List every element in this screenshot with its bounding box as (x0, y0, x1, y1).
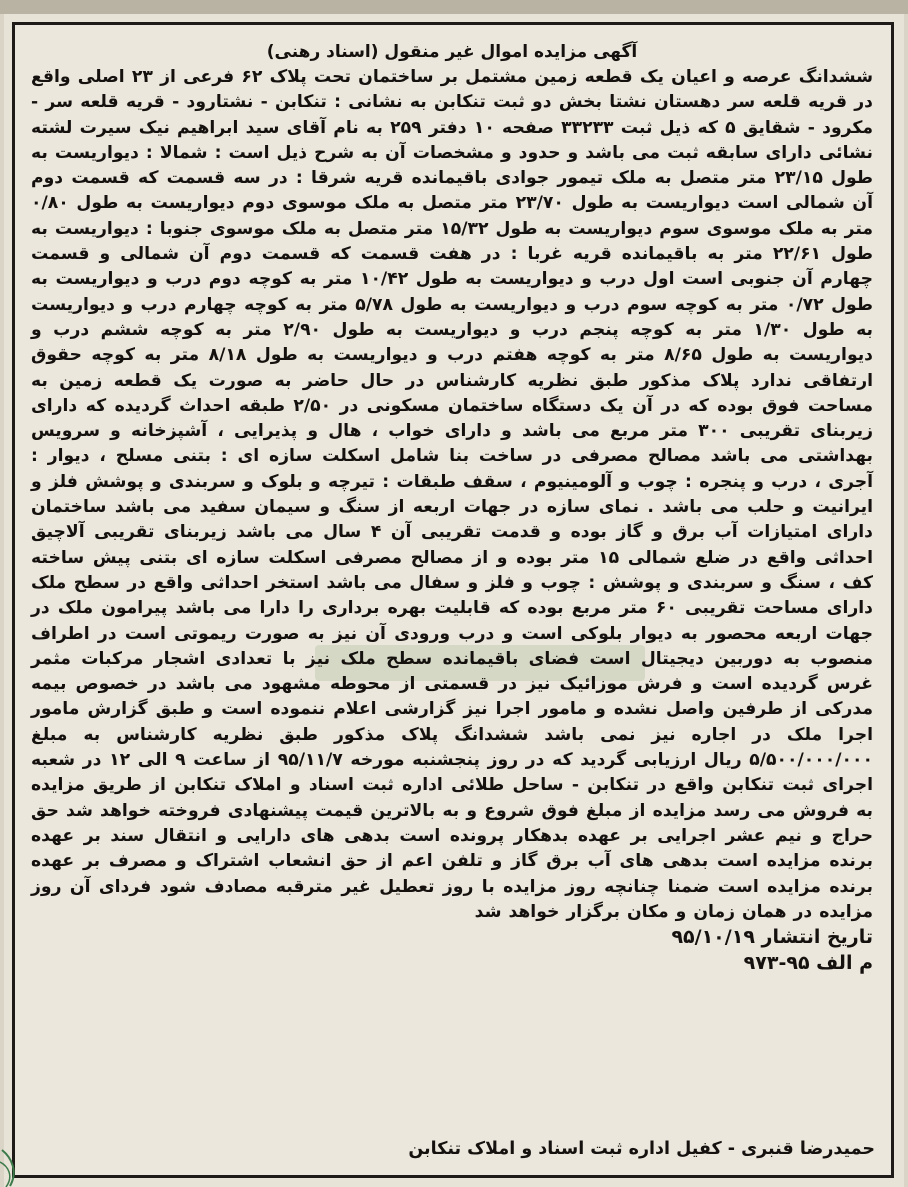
reference-number-text: م الف ۹۵-۹۷۳ (743, 952, 873, 975)
signature-line: حمیدرضا قنبری - کفیل اداره ثبت اسناد و املاک تنکابن (408, 1139, 875, 1159)
notice-body: ششدانگ عرصه و اعیان یک قطعه زمین مشتمل بر ساختمان تحت پلاک ۶۲ فرعی از ۲۳ اصلی واقع در قریه قلعه سر دهستان نشتا بخش دو ثبت تنکابن به نشانی : تنکابن - نشتارود - قریه قلعه سر - مکرود - شقایق ۵ که ذیل ثبت ۳۳۲۳۳ صفحه ۱۰ دفتر ۲۵۹ به نام آقای سید ابراهیم نیک سیرت لشته نشائی دارای سابقه ثبت می باشد و حدود و مشخصات آن به شرح ذیل است : شمالا : دیواریست به طول ۲۳/۱۵ متر متصل به ملک تیمور جوادی باقیمانده قریه شرقا : در سه قسمت که قسمت دوم آن شمالی است دیواریست به طول ۲۳/۷۰ متر متصل به ملک موسوی دوم دیواریست به طول ۰/۸۰ متر به ملک موسوی سوم دیواریست به طول ۱۵/۳۲ متر متصل به ملک موسوی جنوبا : دیواریست به طول ۲۲/۶۱ متر به باقیمانده قریه غربا : در هفت قسمت که قسمت دوم آن شمالی و قسمت چهارم آن جنوبی است اول درب و دیواریست به طول ۱۰/۴۲ متر به کوچه دوم درب و دیواریست به طول ۰/۷۲ متر به کوچه سوم درب و دیواریست به طول ۵/۷۸ متر به کوچه چهارم درب و دیواریست به طول ۱/۳۰ متر به کوچه پنجم درب و دیواریست به طول ۲/۹۰ متر به کوچه ششم درب و دیواریست به طول ۸/۶۵ متر به کوچه هفتم درب و دیواریست به طول ۸/۱۸ متر به کوچه حقوق ارتفاقی ندارد پلاک مذکور طبق نظریه کارشناس در حال حاضر به صورت یک قطعه زمین به مساحت فوق بوده که در آن یک دستگاه ساختمان مسکونی در ۲/۵۰ طبقه احداث گردیده که دارای زیربنای تقریبی ۳۰۰ متر مربع می باشد و دارای خواب ، هال و پذیرایی ، آشپزخانه و سرویس بهداشتی می باشد مصالح مصرفی در ساخت بنا شامل اسکلت سازه ای : بتنی مسلح ، دیوار : آجری ، درب و پنجره : چوب و آلومینیوم ، سقف طبقات : تیرچه و بلوک و سربندی و پوشش فلز و ایرانیت و حلب می باشد . نمای سازه در جهات اربعه از سنگ و سیمان سفید می باشد ساختمان دارای امتیازات آب برق و گاز بوده و قدمت تقریبی آن ۴ سال می باشد زیربنای تقریبی آلاچیق احداثی واقع در ضلع شمالی ۱۵ متر بوده و از مصالح مصرفی اسکلت سازه ای بتنی پیش ساخته کف ، سنگ و سربندی و پوشش : چوب و فلز و سفال می باشد استخر احداثی واقع در سطح ملک دارای مساحت تقریبی ۶۰ متر مربع بوده که قابلیت بهره برداری را دارا می باشد پیرامون ملک در جهات اربعه محصور به دیوار بلوکی است و درب ورودی آن نیز به صورت ریموتی است در اطراف منصوب به دوربین دیجیتال است فضای باقیمانده سطح ملک نیز با تعدادی اشجار مرکبات مثمر غرس گردیده است و فرش موزائیک نیز در قسمتی از محوطه مشهود می باشد در خصوص بیمه مدرکی از طرفین واصل نشده و مامور اجرا نیز گزارشی اعلام ننموده است و طبق گزارش مامور اجرا ملک در اجاره نیز نمی باشد ششدانگ پلاک مذکور طبق نظریه کارشناس به مبلغ ۵/۵۰۰/۰۰۰/۰۰۰ ریال ارزیابی گردید که در روز پنجشنبه مورخه ۹۵/۱۱/۷ از ساعت ۹ الی ۱۲ در شعبه اجرای ثبت تنکابن واقع در تنکابن - ساحل طلائی اداره ثبت اسناد و املاک تنکابن از طریق مزایده به فروش می رسد مزایده از مبلغ فوق شروع و به بالاترین قیمت پیشنهادی فروخته خواهد شد حق حراج و نیم عشر اجرایی بر عهده بدهکار پرونده است بدهی های دارایی و انتقال سند بر عهده برنده مزایده است بدهی های آب برق گاز و تلفن اعم از حق انشعاب اشتراک و مصرف بر عهده برنده مزایده است ضمنا چنانچه روز مزایده با روز تعطیل غیر مترقبه مصادف شود فردای آن روز مزایده در همان زمان و مکان برگزار خواهد شد (31, 67, 874, 922)
publish-date-text: تاریخ انتشار ۹۵/۱۰/۱۹ (671, 926, 873, 949)
reference-number (31, 951, 873, 977)
notice-title: آگهی مزایده اموال غیر منقول (اسناد رهنی) (266, 42, 638, 62)
scan-top-edge (0, 0, 908, 14)
notice-frame (12, 22, 894, 1178)
publish-date (31, 925, 873, 951)
corner-pen-mark (0, 1110, 40, 1187)
notice-content (31, 39, 873, 977)
